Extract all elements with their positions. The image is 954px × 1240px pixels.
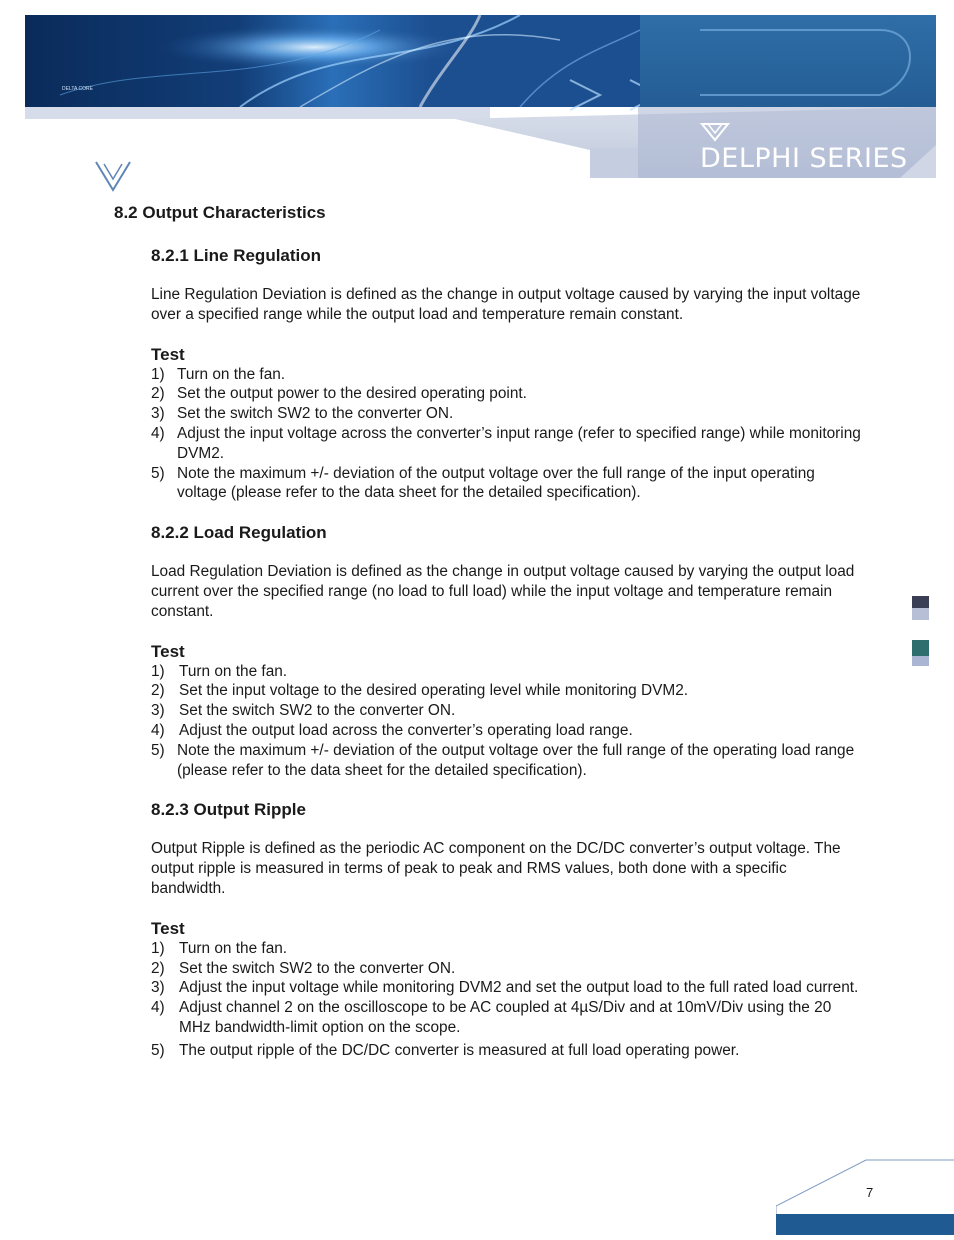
- list-item: 4) Adjust the output load across the converter’s operating load range.: [151, 721, 633, 739]
- main-content: [151, 245, 861, 1061]
- tab-block-light: [912, 656, 929, 666]
- side-tab-marker-lower: [912, 640, 929, 666]
- footer-decoration: [776, 1158, 954, 1240]
- test-heading: Test: [151, 918, 185, 938]
- brand-label: DELPHI SERIES: [700, 143, 908, 174]
- header-banner: [0, 0, 954, 190]
- list-item: 3) Set the switch SW2 to the converter ON.: [151, 702, 456, 720]
- list-item: 5) Note the maximum +/- deviation of the output voltage over the full range of the operating load range (please refer to the data sheet for the detailed specification).: [151, 741, 855, 779]
- list-item: 4) Adjust the input voltage across the converter’s input range (refer to specified range) while monitoring DVM2.: [151, 424, 861, 462]
- test-steps: [151, 939, 861, 1061]
- list-item: 5) Note the maximum +/- deviation of the output voltage over the full range of the input operating voltage (please refer to the data sheet for the detailed specification).: [151, 464, 815, 502]
- tab-block-dark: [912, 596, 929, 608]
- list-item: 4) Adjust channel 2 on the oscilloscope to be AC coupled at 4µS/Div and at 10mV/Div using the 20 MHz bandwidth-limit option on the scope.: [151, 999, 832, 1036]
- list-item: 1) Turn on the fan.: [151, 939, 288, 957]
- delta-logo-icon: [700, 121, 908, 143]
- side-tab-marker-upper: [912, 596, 929, 620]
- tab-block-light: [912, 608, 929, 620]
- subsection-title: 8.2.3 Output Ripple: [151, 800, 306, 820]
- delta-chevron-icon: [94, 160, 132, 199]
- test-steps: [151, 365, 861, 504]
- list-item: 3) Adjust the input voltage while monitoring DVM2 and set the output load to the full rated load current.: [151, 979, 859, 997]
- section-title: 8.2 Output Characteristics: [114, 203, 326, 222]
- subsection-body: Load Regulation Deviation is defined as the change in output voltage caused by varying the output load current over the specified range (no load to full load) while the input voltage and temperature remain constant.: [151, 563, 855, 620]
- subsection-title: 8.2.2 Load Regulation: [151, 523, 327, 543]
- brand-name: [700, 121, 908, 174]
- mini-logo-text: DELTA CORE: [62, 86, 93, 92]
- list-item: 3) Set the switch SW2 to the converter ON.: [151, 405, 454, 423]
- list-item: 2) Set the output power to the desired operating point.: [151, 385, 527, 403]
- list-item: 2) Set the switch SW2 to the converter ON.: [151, 959, 456, 977]
- list-item: 1) Turn on the fan.: [151, 365, 286, 383]
- list-item: 2) Set the input voltage to the desired operating level while monitoring DVM2.: [151, 682, 689, 700]
- test-steps: [151, 662, 861, 781]
- subsection-body: Output Ripple is defined as the periodic AC component on the DC/DC converter’s output voltage. The output ripple is measured in terms of peak to peak and RMS values, both done with a specific bandwidth.: [151, 840, 841, 897]
- test-heading: Test: [151, 641, 185, 661]
- tab-block-teal: [912, 640, 929, 656]
- list-item: 5) The output ripple of the DC/DC converter is measured at full load operating power.: [151, 1041, 740, 1059]
- test-heading: Test: [151, 344, 185, 364]
- page-number: 7: [866, 1185, 874, 1200]
- subsection-body: Line Regulation Deviation is defined as the change in output voltage caused by varying the input voltage over a specified range while the output load and temperature remain constant.: [151, 286, 861, 323]
- subsection-title: 8.2.1 Line Regulation: [151, 246, 322, 265]
- list-item: 1) Turn on the fan.: [151, 662, 288, 680]
